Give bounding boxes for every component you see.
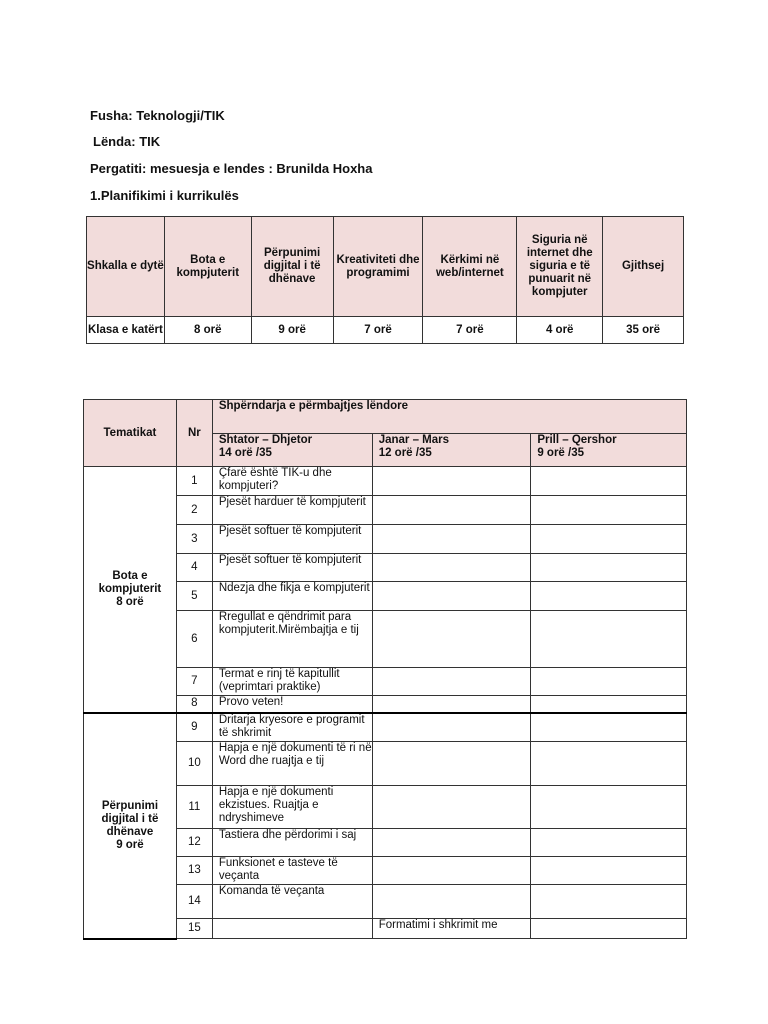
lesson-cell: Rregullat e qëndrimit para kompjuterit.Mirëmbajtja e tij	[212, 611, 372, 668]
header-cell: Kreativiteti dhe programimi	[333, 217, 423, 317]
lesson-cell: Pjesët harduer të kompjuterit	[212, 496, 372, 525]
period-header	[531, 434, 687, 467]
row-number: 13	[176, 857, 212, 885]
header-cell: Gjithsej	[603, 217, 684, 317]
lesson-cell	[531, 885, 687, 919]
lesson-cell	[372, 496, 531, 525]
period-header	[212, 434, 372, 467]
topic-cell	[84, 713, 177, 939]
row-number: 15	[176, 919, 212, 939]
table-cell: Klasa e katërt	[87, 317, 165, 344]
tematikat-header: Tematikat	[84, 400, 177, 467]
period-name: Prill – Qershor	[537, 434, 617, 446]
lesson-cell	[531, 696, 687, 713]
lesson-cell: Provo veten!	[212, 696, 372, 713]
header-cell: Bota e kompjuterit	[164, 217, 251, 317]
lesson-cell	[531, 611, 687, 668]
lesson-cell	[531, 467, 687, 496]
row-number: 8	[176, 696, 212, 713]
topic-hours: 8 orë	[116, 595, 144, 608]
lesson-cell	[531, 525, 687, 554]
lesson-cell	[372, 467, 531, 496]
lesson-cell	[372, 829, 531, 857]
lesson-cell: Dritarja kryesore e programit të shkrimit	[212, 713, 372, 742]
topic-name: Bota e kompjuterit	[98, 569, 162, 595]
table-row	[84, 713, 687, 742]
row-number: 10	[176, 742, 212, 786]
lesson-cell: Termat e rinj të kapitullit (veprimtari praktike)	[212, 668, 372, 696]
lesson-cell	[372, 742, 531, 786]
nr-header: Nr	[176, 400, 212, 467]
period-name: Shtator – Dhjetor	[218, 434, 313, 446]
lesson-cell: Ndezja dhe fikja e kompjuterit	[212, 582, 372, 611]
lesson-cell	[531, 857, 687, 885]
row-number: 4	[176, 554, 212, 582]
lesson-cell	[372, 713, 531, 742]
topic-name: Përpunimi digjital i të dhënave	[101, 799, 159, 838]
row-number: 12	[176, 829, 212, 857]
lesson-cell	[531, 668, 687, 696]
lesson-cell	[531, 582, 687, 611]
period-header	[372, 434, 531, 467]
lesson-cell	[531, 786, 687, 829]
lesson-cell: Pjesët softuer të kompjuterit	[212, 554, 372, 582]
lesson-cell: Hapja e një dokumenti të ri në Word dhe ruajtja e tij	[212, 742, 372, 786]
lesson-cell	[372, 554, 531, 582]
author-label: Pergatiti: mesuesja e lendes : Brunilda Hoxha	[90, 161, 373, 176]
row-number: 3	[176, 525, 212, 554]
lesson-cell	[531, 496, 687, 525]
table-row	[84, 467, 687, 496]
lesson-cell	[212, 919, 372, 939]
header-cell: Siguria në internet dhe siguria e të punuarit në kompjuter	[517, 217, 603, 317]
field-label: Fusha: Teknologji/TIK	[90, 108, 225, 123]
lesson-cell	[531, 829, 687, 857]
header-cell: Shkalla e dytë	[87, 217, 165, 317]
table-cell: 4 orë	[517, 317, 603, 344]
table-cell: 7 orë	[423, 317, 517, 344]
period-hours: 12 orë /35	[378, 447, 432, 459]
lesson-cell	[531, 554, 687, 582]
period-name: Janar – Mars	[378, 434, 450, 446]
row-number: 14	[176, 885, 212, 919]
subject-label: Lënda: TIK	[93, 134, 161, 149]
lesson-cell	[531, 919, 687, 939]
lesson-cell: Formatimi i shkrimit me	[372, 919, 531, 939]
lesson-cell	[372, 857, 531, 885]
distribution-header: Shpërndarja e përmbajtjes lëndore	[212, 400, 686, 434]
row-number: 2	[176, 496, 212, 525]
table-cell: 35 orë	[603, 317, 684, 344]
lesson-cell	[531, 713, 687, 742]
content-distribution-table	[83, 399, 687, 940]
lesson-cell: Hapja e një dokumenti ekzistues. Ruajtja e ndryshimeve	[212, 786, 372, 829]
lesson-cell: Komanda të veçanta	[212, 885, 372, 919]
lesson-cell	[372, 611, 531, 668]
row-number: 7	[176, 668, 212, 696]
lesson-cell	[372, 786, 531, 829]
table-cell: 9 orë	[251, 317, 333, 344]
row-number: 1	[176, 467, 212, 496]
lesson-cell	[372, 885, 531, 919]
row-number: 11	[176, 786, 212, 829]
lesson-cell: Tastiera dhe përdorimi i saj	[212, 829, 372, 857]
lesson-cell	[372, 525, 531, 554]
row-number: 9	[176, 713, 212, 742]
lesson-cell: Çfarë është TIK-u dhe kompjuteri?	[212, 467, 372, 496]
topic-cell	[84, 467, 177, 713]
lesson-cell	[372, 582, 531, 611]
table-cell: 7 orë	[333, 317, 423, 344]
curriculum-summary-table	[86, 216, 684, 344]
lesson-cell	[372, 668, 531, 696]
lesson-cell	[372, 696, 531, 713]
row-number: 5	[176, 582, 212, 611]
period-hours: 14 orë /35	[218, 447, 272, 459]
topic-hours: 9 orë	[116, 838, 144, 851]
lesson-cell: Pjesët softuer të kompjuterit	[212, 525, 372, 554]
period-hours: 9 orë /35	[537, 447, 584, 459]
row-number: 6	[176, 611, 212, 668]
lesson-cell	[531, 742, 687, 786]
lesson-cell: Funksionet e tasteve të veçanta	[212, 857, 372, 885]
table-cell: 8 orë	[164, 317, 251, 344]
header-cell: Përpunimi digjital i të dhënave	[251, 217, 333, 317]
header-cell: Kërkimi në web/internet	[423, 217, 517, 317]
section-title: 1.Planifikimi i kurrikulës	[90, 188, 239, 203]
